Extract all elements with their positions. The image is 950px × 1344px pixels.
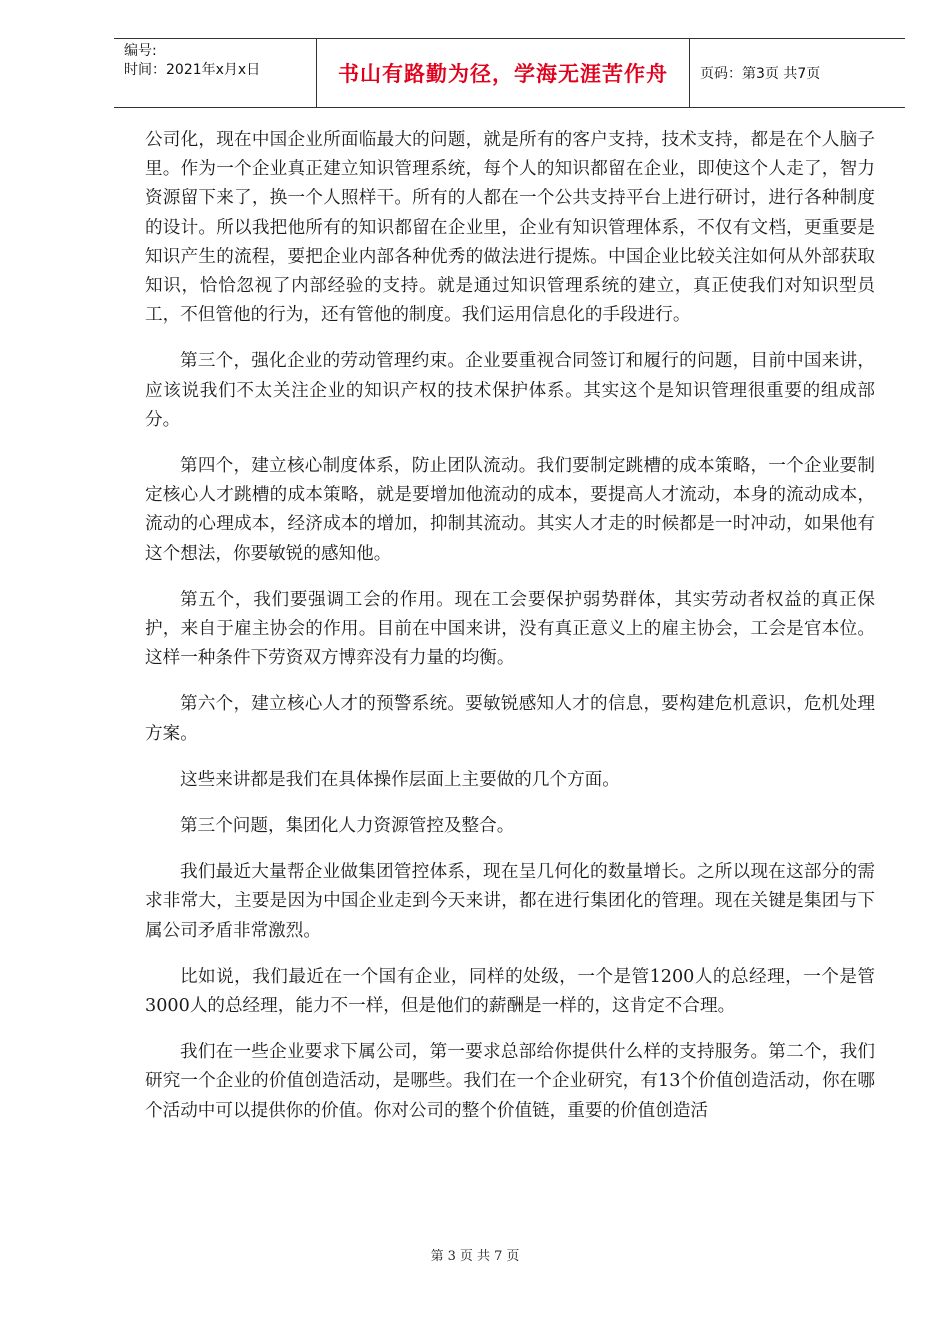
document-body xyxy=(145,126,875,1143)
section-heading: 第三个问题，集团化人力资源管控及整合。 xyxy=(180,816,515,837)
page-header xyxy=(114,38,905,108)
body-paragraph: 公司化，现在中国企业所面临最大的问题，就是所有的客户支持，技术支持，都是在个人脑子里。作为一个企业真正建立知识管理系统，每个人的知识都留在企业，即使这个人走了，智力资源留下来了，换一个人照样干。所有的人都在一个公共支持平台上进行研讨，进行各种制度的设计。所以我把他所有的知识都留在企业里，企业有知识管理体系，不仅有文档，更重要是知识产生的流程，要把企业内部各种优秀的做法进行提炼。中国企业比较关注如何从外部获取知识，恰恰忽视了内部经验的支持。就是通过知识管理系统的建立，真正使我们对知识型员工，不但管他的行为，还有管他的制度。我们运用信息化的手段进行。 xyxy=(145,130,875,326)
body-paragraph: 我们在一些企业要求下属公司，第一要求总部给你提供什么样的支持服务。第二个，我们研究一个企业的价值创造活动，是哪些。我们在一个企业研究，有13个价值创造活动，你在哪个活动中可以提供你的价值。你对公司的整个价值链，重要的价值创造活 xyxy=(145,1042,875,1121)
body-paragraph: 我们最近大量帮企业做集团管控体系，现在呈几何化的数量增长。之所以现在这部分的需求非常大，主要是因为中国企业走到今天来讲，都在进行集团化的管理。现在关键是集团与下属公司矛盾非常激烈。 xyxy=(145,862,875,941)
footer-mid: 页 共 xyxy=(459,1249,491,1264)
body-paragraph: 比如说，我们最近在一个国有企业，同样的处级，一个是管1200人的总经理，一个是管3000人的总经理，能力不一样，但是他们的薪酬是一样的，这肯定不合理。 xyxy=(145,966,875,1017)
header-meta xyxy=(114,39,316,107)
page-footer xyxy=(0,1245,950,1264)
body-paragraph: 第六个，建立核心人才的预警系统。要敏锐感知人才的信息，要构建危机意识，危机处理方案。 xyxy=(145,694,875,744)
body-paragraph: 第五个，我们要强调工会的作用。现在工会要保护弱势群体，其实劳动者权益的真正保护，来自于雇主协会的作用。目前在中国来讲，没有真正意义上的雇主协会，工会是官本位。这样一种条件下劳资双方博弈没有力量的均衡。 xyxy=(145,589,875,669)
header-page-label: 页码：第3页 共7页 xyxy=(700,66,821,82)
footer-page-number: 3 xyxy=(447,1249,456,1264)
document-number-label: 编号: xyxy=(124,43,157,59)
body-paragraph: 第三个，强化企业的劳动管理约束。企业要重视合同签订和履行的问题，目前中国来讲，应该说我们不太关注企业的知识产权的技术保护体系。其实这个是知识管理很重要的组成部分。 xyxy=(145,351,875,430)
header-slogan: 书山有路勤为径，学海无涯苦作舟 xyxy=(316,39,690,107)
body-paragraph: 第四个，建立核心制度体系，防止团队流动。我们要制定跳槽的成本策略，一个企业要制定核心人才跳槽的成本策略，就是要增加他流动的成本，要提高人才流动，本身的流动成本，流动的心理成本，经济成本的增加，抑制其流动。其实人才走的时候都是一时冲动，如果他有这个想法，你要敏锐的感知他。 xyxy=(145,456,875,564)
body-paragraph: 这些来讲都是我们在具体操作层面上主要做的几个方面。 xyxy=(180,769,620,790)
footer-prefix: 第 xyxy=(430,1249,444,1264)
footer-suffix: 页 xyxy=(506,1249,520,1264)
footer-total-pages: 7 xyxy=(494,1249,503,1264)
document-time-label: 时间：2021年x月x日 xyxy=(124,62,261,78)
